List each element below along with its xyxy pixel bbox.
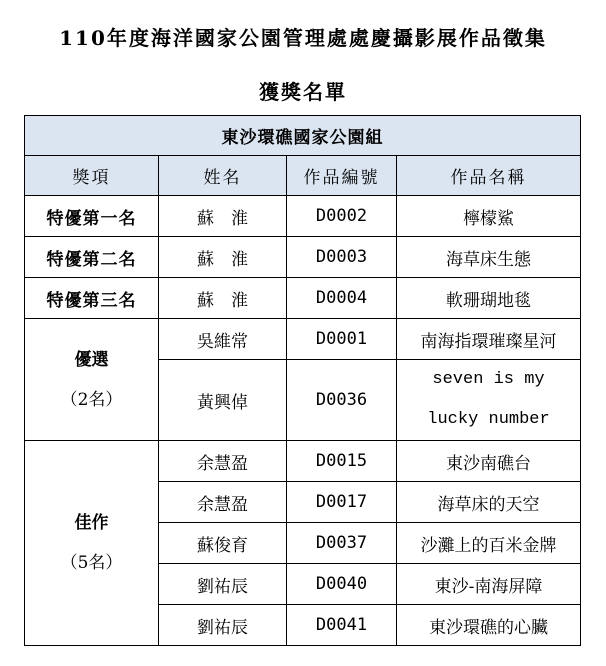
name-cell: 蘇 淮 — [159, 196, 287, 237]
award-group-count: （5名） — [60, 553, 123, 573]
name-cell: 余慧盈 — [159, 441, 287, 482]
name-cell: 蘇 淮 — [159, 237, 287, 278]
work-cell: 東沙-南海屏障 — [397, 564, 581, 605]
name-cell: 吳維常 — [159, 319, 287, 360]
id-cell: D0003 — [287, 237, 397, 278]
work-cell: 東沙南礁台 — [397, 441, 581, 482]
name-cell: 蘇 淮 — [159, 278, 287, 319]
name-cell: 黃興倬 — [159, 360, 287, 441]
name-cell: 蘇俊育 — [159, 523, 287, 564]
awards-table — [24, 115, 581, 646]
table-row — [25, 441, 581, 482]
document-title: 110年度海洋國家公園管理處處慶攝影展作品徵集 — [59, 26, 547, 50]
award-group-merit — [25, 441, 159, 646]
column-header-work: 作品名稱 — [397, 156, 581, 196]
award-group-label: 優選 — [74, 349, 109, 370]
table-row — [25, 319, 581, 360]
award-cell: 特優第三名 — [25, 278, 159, 319]
id-cell: D0001 — [287, 319, 397, 360]
name-cell: 劉祐辰 — [159, 605, 287, 646]
column-header-award: 獎項 — [25, 156, 159, 196]
column-header-name: 姓名 — [159, 156, 287, 196]
table-row — [25, 196, 581, 237]
work-cell: 海草床生態 — [397, 237, 581, 278]
section-header-row — [25, 116, 581, 156]
name-cell: 余慧盈 — [159, 482, 287, 523]
award-group-excellent — [25, 319, 159, 441]
work-line-1: seven is my — [432, 370, 545, 389]
award-group-label: 佳作 — [74, 513, 109, 533]
work-cell: 沙灘上的百米金牌 — [397, 523, 581, 564]
document-subtitle: 獲獎名單 — [259, 80, 347, 104]
section-title: 東沙環礁國家公園組 — [25, 116, 581, 156]
award-cell: 特優第一名 — [25, 196, 159, 237]
work-cell: 海草床的天空 — [397, 482, 581, 523]
work-cell: 檸檬鯊 — [397, 196, 581, 237]
id-cell: D0040 — [287, 564, 397, 605]
id-cell: D0002 — [287, 196, 397, 237]
table-row — [25, 278, 581, 319]
table-row — [25, 237, 581, 278]
id-cell: D0036 — [287, 360, 397, 441]
award-group-count: （2名） — [60, 389, 123, 410]
column-header-row — [25, 156, 581, 196]
work-cell: 軟珊瑚地毯 — [397, 278, 581, 319]
name-cell: 劉祐辰 — [159, 564, 287, 605]
work-line-2: lucky number — [427, 410, 550, 429]
award-cell: 特優第二名 — [25, 237, 159, 278]
id-cell: D0017 — [287, 482, 397, 523]
id-cell: D0037 — [287, 523, 397, 564]
work-cell: 南海指環璀璨星河 — [397, 319, 581, 360]
id-cell: D0041 — [287, 605, 397, 646]
work-cell: 東沙環礁的心臟 — [397, 605, 581, 646]
id-cell: D0004 — [287, 278, 397, 319]
id-cell: D0015 — [287, 441, 397, 482]
work-cell — [397, 360, 581, 441]
column-header-id: 作品編號 — [287, 156, 397, 196]
